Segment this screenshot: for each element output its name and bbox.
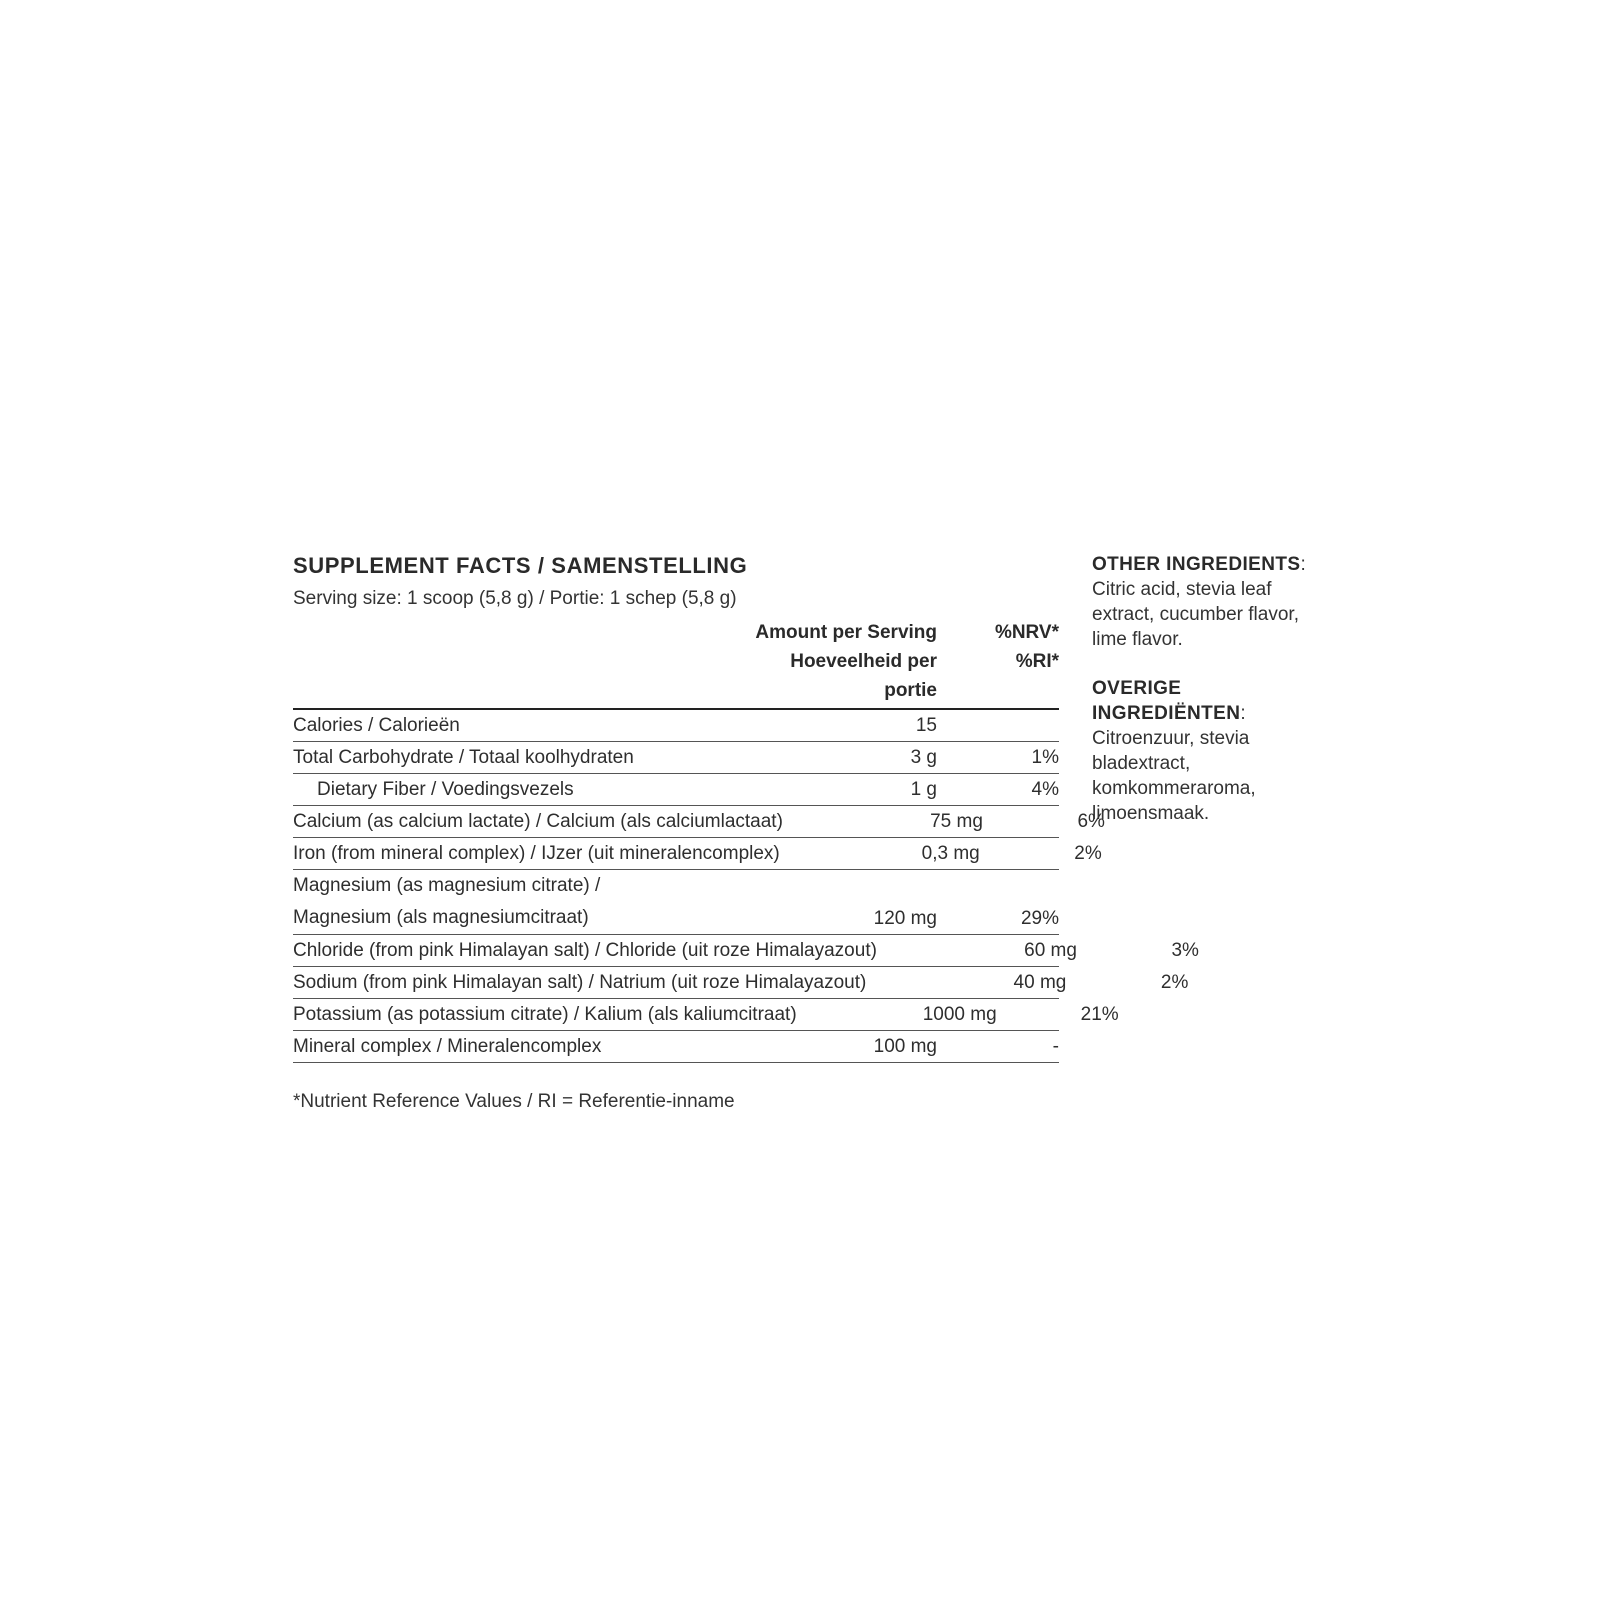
other-ingredients-nl-label: OVERIGE INGREDIËNTEN xyxy=(1092,678,1241,724)
table-row xyxy=(293,870,1059,935)
nutrient-name-line-1: Magnesium (as magnesium citrate) / xyxy=(293,875,601,896)
nutrient-amount: 1000 mg xyxy=(922,1004,997,1025)
nutrient-name-line-2: Magnesium (als magnesiumcitraat) xyxy=(293,907,589,928)
table-header-row-2 xyxy=(293,647,1059,705)
serving-size: Serving size: 1 scoop (5,8 g) / Portie: 1 schep (5,8 g) xyxy=(293,588,737,609)
nutrient-name: Sodium (from pink Himalayan salt) / Natrium (uit roze Himalayazout) xyxy=(293,972,867,993)
other-ingredients-nl xyxy=(1092,676,1322,826)
reference-footnote: *Nutrient Reference Values / RI = Referentie-inname xyxy=(293,1091,735,1112)
nutrient-amount: 3 g xyxy=(910,747,937,768)
header-pct-en: %NRV* xyxy=(994,622,1059,643)
nutrient-percent: 2% xyxy=(1160,972,1189,993)
nutrient-amount: 15 xyxy=(915,715,937,736)
table-row xyxy=(293,1031,1059,1063)
table-row xyxy=(293,967,1189,999)
nutrient-percent: 3% xyxy=(1171,940,1199,961)
header-spacer xyxy=(293,618,737,647)
facts-title: SUPPLEMENT FACTS / SAMENSTELLING xyxy=(293,553,748,578)
nutrient-amount: 100 mg xyxy=(873,1036,937,1057)
nutrient-name: Calories / Calorieën xyxy=(293,715,460,736)
header-amount-en: Amount per Serving xyxy=(755,622,937,643)
header-amount-nl: Hoeveelheid per portie xyxy=(790,651,937,701)
table-row xyxy=(293,806,1105,838)
nutrient-amount: 75 mg xyxy=(930,811,983,832)
nutrient-percent: 21% xyxy=(1080,1004,1119,1025)
header-pct-nl: %RI* xyxy=(1015,651,1059,672)
nutrient-percent: 6% xyxy=(1077,811,1105,832)
table-row xyxy=(293,838,1102,870)
nutrient-amount: 1 g xyxy=(910,779,937,800)
table-row xyxy=(293,935,1199,967)
other-ingredients-panel xyxy=(1092,552,1322,850)
table-row xyxy=(293,710,1059,742)
nutrient-name: Potassium (as potassium citrate) / Kalium (als kaliumcitraat) xyxy=(293,1004,797,1025)
table-row xyxy=(293,742,1059,774)
other-ingredients-nl-text: : Citroenzuur, stevia bladextract, komkommeraroma, limoensmaak. xyxy=(1092,703,1256,824)
nutrient-name: Mineral complex / Mineralencomplex xyxy=(293,1036,602,1057)
nutrient-name: Calcium (as calcium lactate) / Calcium (als calciumlactaat) xyxy=(293,811,783,832)
nutrient-name: Chloride (from pink Himalayan salt) / Chloride (uit roze Himalayazout) xyxy=(293,940,877,961)
nutrient-name xyxy=(293,870,737,934)
nutrient-percent: 1% xyxy=(1031,747,1059,768)
nutrient-name: Iron (from mineral complex) / IJzer (uit mineralencomplex) xyxy=(293,843,780,864)
table-row xyxy=(293,999,1119,1031)
table-row xyxy=(293,774,1059,806)
other-ingredients-en xyxy=(1092,552,1322,652)
nutrient-amount: 40 mg xyxy=(1013,972,1067,993)
nutrient-name: Total Carbohydrate / Totaal koolhydraten xyxy=(293,747,634,768)
nutrient-percent: 4% xyxy=(1031,779,1059,800)
nutrient-name: Dietary Fiber / Voedingsvezels xyxy=(317,779,574,800)
nutrient-amount: 120 mg xyxy=(873,908,937,929)
header-spacer xyxy=(293,647,737,705)
nutrient-amount: 0,3 mg xyxy=(921,843,980,864)
nutrient-percent: 2% xyxy=(1074,843,1102,864)
nutrient-percent: 29% xyxy=(1020,908,1059,929)
other-ingredients-en-text: : Citric acid, stevia leaf extract, cucumber flavor, lime flavor. xyxy=(1092,554,1306,650)
table-header-row-1 xyxy=(293,618,1059,647)
nutrient-amount: 60 mg xyxy=(1024,940,1077,961)
nutrient-percent: - xyxy=(1052,1036,1059,1057)
other-ingredients-en-label: OTHER INGREDIENTS xyxy=(1092,554,1301,575)
